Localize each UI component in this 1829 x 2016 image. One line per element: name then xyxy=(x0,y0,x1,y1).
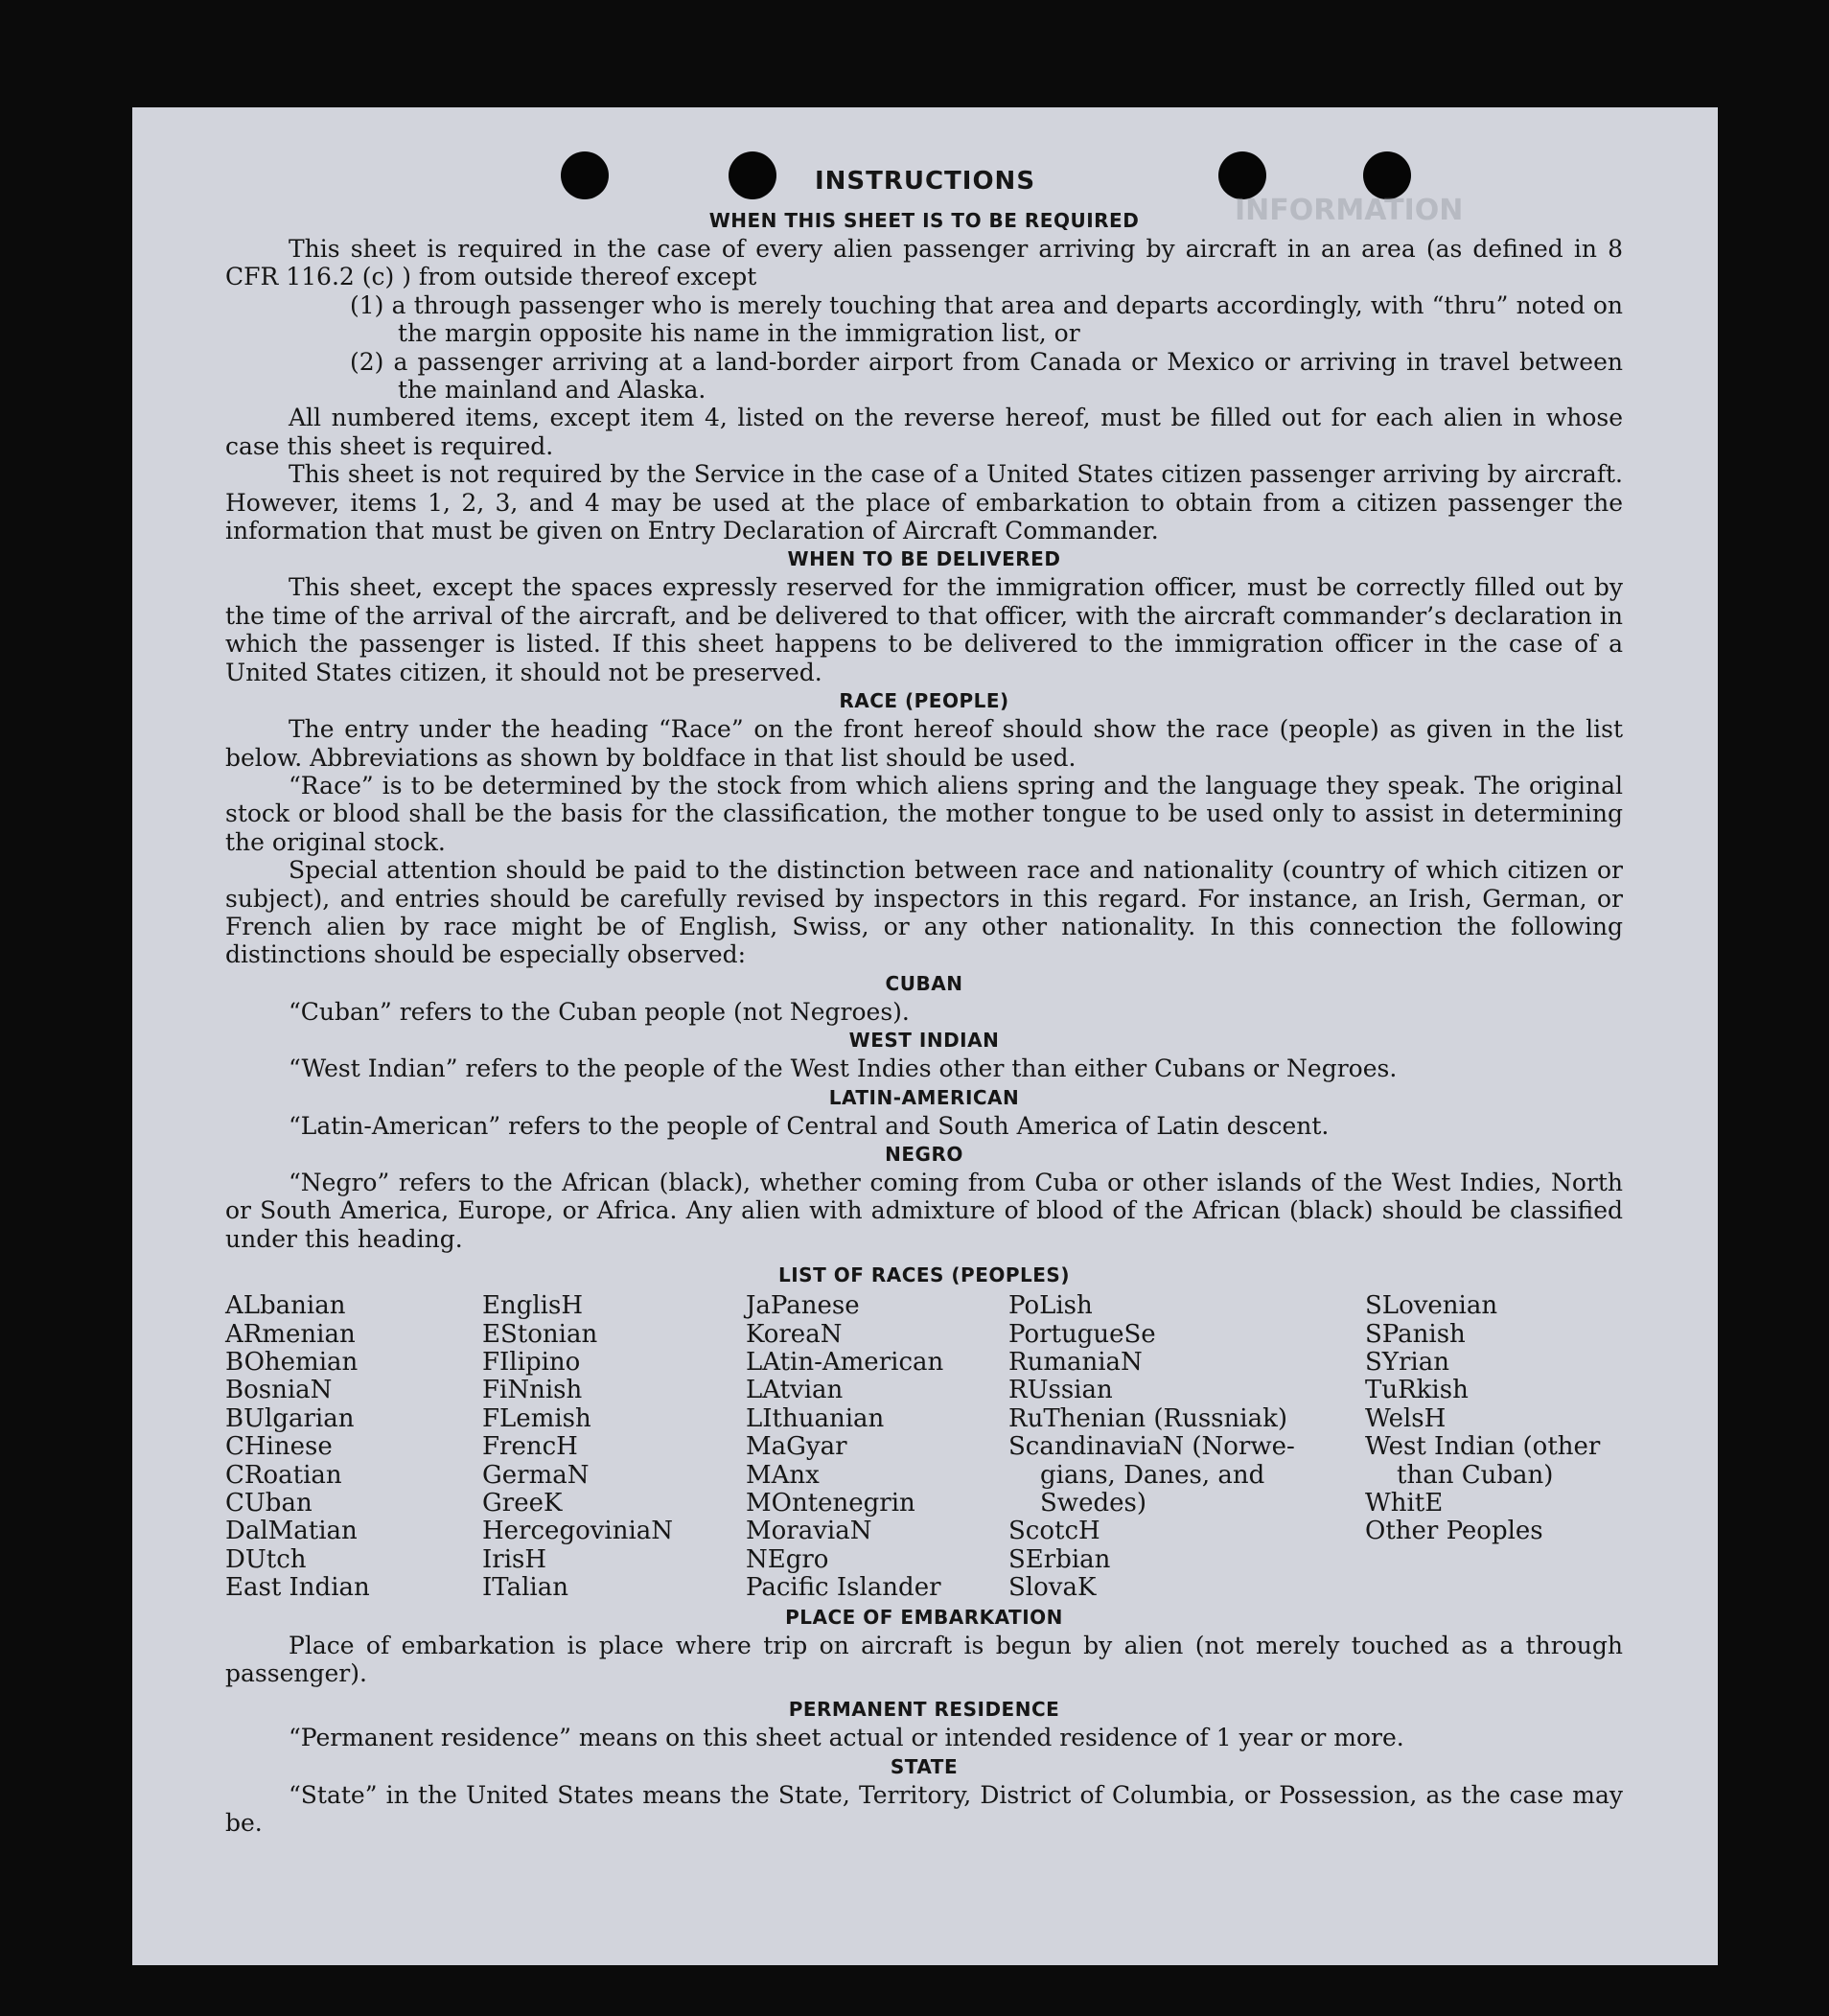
paragraph: This sheet is required in the case of every alien passenger arriving by aircraft in an area (as defined in 8 CFR 116.2 (c) ) from outside thereof except xyxy=(225,235,1623,291)
race-entry: MAnx xyxy=(746,1460,820,1490)
instructions-body xyxy=(225,206,1623,1838)
paragraph: This sheet is not required by the Service in the case of a United States citizen passenger arriving by aircraft. However, items 1, 2, 3, and 4 may be used at the place of embarkation to obtain from a citizen passenger the information that must be given on Entry Declaration of Aircraft Commander. xyxy=(225,460,1623,545)
race-entry: CRoatian xyxy=(225,1460,342,1490)
race-entry: SLovenian xyxy=(1365,1291,1498,1321)
race-entry: GermaN xyxy=(482,1460,590,1490)
race-entry: RuThenian (Russniak) xyxy=(1008,1403,1287,1433)
race-entry: RUssian xyxy=(1008,1376,1113,1405)
document-page xyxy=(132,107,1718,1965)
race-entry: MaGyar xyxy=(746,1432,847,1462)
race-entry: CUban xyxy=(225,1489,313,1518)
race-entry: East Indian xyxy=(225,1573,370,1603)
race-entry: KoreaN xyxy=(746,1319,843,1349)
race-column xyxy=(1365,1292,1623,1602)
heading-list-of-races: LIST OF RACES (PEOPLES) xyxy=(778,1263,1070,1287)
race-entry: TuRkish xyxy=(1365,1376,1469,1405)
race-entry: MoraviaN xyxy=(746,1517,872,1546)
race-entry: SErbian xyxy=(1008,1544,1111,1574)
paragraph: This sheet, except the spaces expressly reserved for the immigration officer, must be correctly filled out by the time of the arrival of the aircraft, and be delivered to that officer, with the aircraft commander’s declaration in which the passenger is listed. If this sheet happens to be delivered to the immigration officer in the case of a United States citizen, it should not be preserved. xyxy=(225,573,1623,686)
paragraph: Special attention should be paid to the distinction between race and nationality (country of which citizen or subject), and entries should be carefully revised by inspectors in this regard. For instance, an Irish, German, or French alien by race might be of English, Swiss, or any other nationality. In this connection the following distinctions should be especially observed: xyxy=(225,856,1623,969)
heading-embarkation: PLACE OF EMBARKATION xyxy=(785,1605,1063,1629)
heading-state: STATE xyxy=(890,1754,959,1778)
race-entry: ITalian xyxy=(482,1573,568,1603)
race-column xyxy=(482,1292,746,1602)
race-column xyxy=(746,1292,1008,1602)
race-entry: HercegoviniaN xyxy=(482,1517,674,1546)
heading-race: RACE (PEOPLE) xyxy=(839,689,1009,713)
paragraph: The entry under the heading “Race” on the front hereof should show the race (people) as given in the list below. Abbreviations as shown by boldface in that list should be used. xyxy=(225,715,1623,772)
race-entry: LAtin-American xyxy=(746,1348,944,1377)
race-entry: RumaniaN xyxy=(1008,1348,1143,1377)
paragraph: “State” in the United States means the State, Territory, District of Columbia, or Possession, as the case may be. xyxy=(225,1780,1623,1838)
race-entry: LIthuanian xyxy=(746,1403,885,1433)
heading-cuban: CUBAN xyxy=(885,971,963,995)
paragraph: “Permanent residence” means on this sheet actual or intended residence of 1 year or more. xyxy=(289,1724,1404,1752)
race-entry: Pacific Islander xyxy=(746,1573,941,1603)
race-entry-continued: Swedes) xyxy=(1040,1489,1146,1518)
race-entry: PortugueSe xyxy=(1008,1319,1156,1349)
heading-negro: NEGRO xyxy=(885,1142,963,1166)
page-title: INSTRUCTIONS xyxy=(814,167,1036,196)
race-entry: NEgro xyxy=(746,1544,829,1574)
race-entry: DalMatian xyxy=(225,1517,358,1546)
bleed-through-text: INFORMATION xyxy=(1235,194,1464,227)
race-entry: DUtch xyxy=(225,1544,307,1574)
paragraph: “Race” is to be determined by the stock from which aliens spring and the language they speak. The original stock or blood shall be the basis for the classification, the mother tongue to be used only to assist in determining the original stock. xyxy=(225,771,1623,856)
race-entry-continued: than Cuban) xyxy=(1397,1460,1554,1490)
race-entry: EStonian xyxy=(482,1319,598,1349)
heading-latin-american: LATIN-AMERICAN xyxy=(828,1085,1020,1109)
race-column xyxy=(1008,1292,1365,1602)
exception-item-1: (1) a through passenger who is merely touching that area and departs accordingly, with “thru” noted on the margin opposite his name in the immigration list, or xyxy=(350,290,1623,348)
heading-west-indian: WEST INDIAN xyxy=(848,1029,1000,1053)
race-entry: BOhemian xyxy=(225,1348,359,1377)
race-entry: FrencH xyxy=(482,1432,578,1462)
heading-when-required: WHEN THIS SHEET IS TO BE REQUIRED xyxy=(708,209,1140,232)
race-entry: JaPanese xyxy=(746,1291,860,1321)
race-entry: BosniaN xyxy=(225,1376,333,1405)
race-entry-continued: gians, Danes, and xyxy=(1040,1460,1265,1490)
race-entry: SPanish xyxy=(1365,1319,1466,1349)
race-entry: BUlgarian xyxy=(225,1403,355,1433)
race-entry: FLemish xyxy=(482,1403,591,1433)
race-entry: EnglisH xyxy=(482,1291,584,1321)
paragraph: “Latin-American” refers to the people of Central and South America of Latin descent. xyxy=(289,1111,1330,1140)
race-entry: Other Peoples xyxy=(1365,1517,1543,1546)
race-entry: MOntenegrin xyxy=(746,1489,915,1518)
heading-when-delivered: WHEN TO BE DELIVERED xyxy=(787,547,1061,571)
race-entry: LAtvian xyxy=(746,1376,844,1405)
exception-item-2: (2) a passenger arriving at a land-border airport from Canada or Mexico or arriving in travel between the mainland and Alaska. xyxy=(350,347,1623,405)
paragraph: All numbered items, except item 4, listed on the reverse hereof, must be filled out for each alien in whose case this sheet is required. xyxy=(225,404,1623,460)
race-entry: ALbanian xyxy=(225,1291,346,1321)
race-entry: SlovaK xyxy=(1008,1573,1097,1603)
paragraph: “Negro” refers to the African (black), whether coming from Cuba or other islands of the West Indies, North or South America, Europe, or Africa. Any alien with admixture of blood of the African (black) should be classified under this heading. xyxy=(225,1168,1623,1253)
race-list xyxy=(225,1292,1623,1602)
race-entry: FIlipino xyxy=(482,1348,581,1377)
race-entry: ScotcH xyxy=(1008,1517,1100,1546)
paragraph: “West Indian” refers to the people of the West Indies other than either Cubans or Negroes. xyxy=(289,1054,1398,1083)
race-column xyxy=(225,1292,482,1602)
paragraph: “Cuban” refers to the Cuban people (not Negroes). xyxy=(289,997,910,1026)
race-entry: WhitE xyxy=(1365,1489,1444,1518)
race-entry: GreeK xyxy=(482,1489,563,1518)
race-entry: ARmenian xyxy=(225,1319,356,1349)
race-entry: CHinese xyxy=(225,1432,333,1462)
race-entry: West Indian (other xyxy=(1365,1432,1601,1462)
heading-permanent-residence: PERMANENT RESIDENCE xyxy=(788,1698,1060,1722)
race-entry: IrisH xyxy=(482,1544,547,1574)
race-entry: FiNnish xyxy=(482,1376,583,1405)
race-entry: ScandinaviaN (Norwe- xyxy=(1008,1432,1295,1462)
race-entry: PoLish xyxy=(1008,1291,1093,1321)
paragraph: Place of embarkation is place where trip on aircraft is begun by alien (not merely touched as a through passenger). xyxy=(225,1631,1623,1688)
race-entry: SYrian xyxy=(1365,1348,1449,1377)
race-entry: WelsH xyxy=(1365,1403,1447,1433)
